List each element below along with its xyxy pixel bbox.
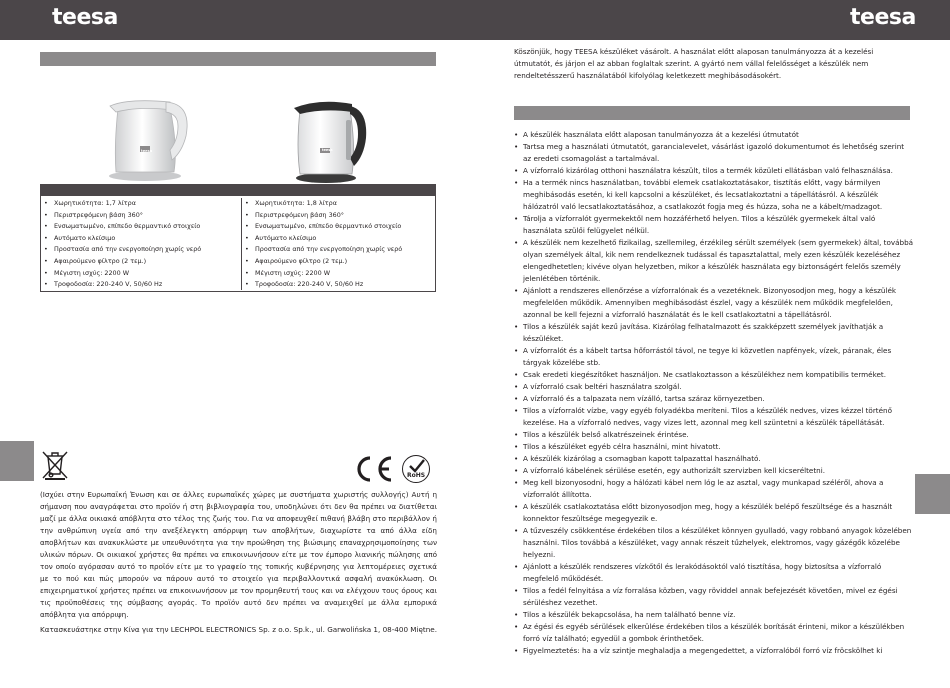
list-item: • A vízforraló kábelének sérülése esetén, egy authorizált szervizben kell kicseréltetni. xyxy=(514,465,914,477)
list-item: • A vízforraló csak beltéri használatra szolgál. xyxy=(514,381,914,393)
rohs-icon xyxy=(402,455,430,483)
spec-item: • Προστασία από την ενεργοποίηση χωρίς νερό xyxy=(245,244,440,256)
teesa-logo-left: teesa xyxy=(52,5,118,30)
spec-item: • Περιστρεφόμενη βάση 360° xyxy=(245,210,440,222)
spec-item: • Τροφοδοσία: 220-240 V, 50/60 Hz xyxy=(245,279,440,291)
left-page-side-tab xyxy=(0,441,34,481)
manufacturer-paragraph: Κατασκευάστηκε στην Κίνα για την LECHPOL ELECTRONICS Sp. z o.o. Sp.k., ul. Garwolińska 1, 08-400 Miętne. xyxy=(40,625,438,634)
spec-item: • Αφαιρούμενο φίλτρο (2 τεμ.) xyxy=(245,256,440,268)
spec-item: • Ενσωματωμένο, επίπεδο θερμαντικό στοιχείο xyxy=(245,221,440,233)
kettle-brand-label-2: teesa xyxy=(322,148,333,152)
spec-item: • Τροφοδοσία: 220-240 V, 50/60 Hz xyxy=(44,279,239,291)
spec-item: • Χωρητικότητα: 1,7 λίτρα xyxy=(44,198,239,210)
kettle-image-white xyxy=(100,86,195,182)
list-item: • Tilos a készülék saját kezű javítása. Kizárólag felhatalmazott és szakképzett személyek javíthatják a készüléket. xyxy=(514,321,914,345)
page-header xyxy=(0,0,950,40)
spec-item: • Ενσωματωμένο, επίπεδο θερμαντικό στοιχείο xyxy=(44,221,239,233)
spec-item: • Αυτόματο κλείσιμο xyxy=(245,233,440,245)
spec-item: • Μέγιστη ισχύς: 2200 W xyxy=(245,268,440,280)
list-item: • A készülék csatlakoztatása előtt bizonyosodjon meg, hogy a készülék belépő feszültsége és a használt konnektor feszültsége megegyezik e. xyxy=(514,501,914,525)
list-item: • Ajánlott a készülék rendszeres vízkőtől és lerakódásoktól való tisztítása, hogy biztosítsa a vízforraló megfelelő működését. xyxy=(514,561,914,585)
left-section-bar xyxy=(40,52,436,66)
list-item: • Tilos a készülék belső alkatrészeinek érintése. xyxy=(514,429,914,441)
spec-item: • Μέγιστη ισχύς: 2200 W xyxy=(44,268,239,280)
spec-item: • Αυτόματο κλείσιμο xyxy=(44,233,239,245)
spec-item: • Περιστρεφόμενη βάση 360° xyxy=(44,210,239,222)
list-item: • Meg kell bizonyosodni, hogy a hálózati kábel nem lóg le az asztal, vagy munkapad széléről, ahova a vízforralót állította. xyxy=(514,477,914,501)
rohs-label: RoHS xyxy=(407,472,426,479)
list-item: • Figyelmeztetés: ha a víz szintje meghaladja a megengedettet, a vízforralóból forró víz fröcskölhet ki xyxy=(514,645,914,657)
spec-table-header xyxy=(41,185,435,196)
spec-item: • Χωρητικότητα: 1,8 λίτρα xyxy=(245,198,440,210)
list-item: • A készülék kizárólag a csomagban kapott talpazattal használható. xyxy=(514,453,914,465)
list-item: • Tilos a vízforralót vízbe, vagy egyéb folyadékba meríteni. Tilos a készülék nedves, vizes kézzel történő kezelése. Ha a vízforraló nedves, vagy vizes lett, azonnal meg kell szüntetni a készülék tápellátását. xyxy=(514,405,914,429)
teesa-logo-right: teesa xyxy=(850,5,916,30)
list-item: • Tárolja a vízforralót gyermekektől nem hozzáférhető helyen. Tilos a készülék gyermekek által való használata szülői felügyelet nélkül. xyxy=(514,213,914,237)
spec-column-model-1 xyxy=(44,198,239,291)
right-page-side-tab xyxy=(915,474,950,514)
list-item: • A készülék használata előtt alaposan tanulmányozza át a kezelési útmutatót xyxy=(514,129,914,141)
spec-item: • Προστασία από την ενεργοποίηση χωρίς νερό xyxy=(44,244,239,256)
spec-table xyxy=(40,184,436,292)
list-item: • A készülék nem kezelhető fizikailag, szellemileg, érzékileg sérült személyek (sem gyermekek) által, továbbá olyan személyek által, kik nem rendelkeznek tudással és tapasztalattal, mely ezen készülék kezeléséhez elengedhetetlen; kivéve olyan helyzetben, mikor a készülék használata egy biztonságért felelős személy jelenlétében történik. xyxy=(514,237,914,285)
list-item: • Tilos a fedél felnyitása a víz forralása közben, vagy röviddel annak befejezését követően, mivel ez égési sérüléshez vezethet. xyxy=(514,585,914,609)
safety-list xyxy=(514,129,914,657)
list-item: • Ajánlott a rendszeres ellenőrzése a vízforralónak és a vezetéknek. Bizonyosodjon meg, hogy a készülék megfelelően működik. Amennyiben meghibásodást észlel, vagy a készülék nem működik megfelelően, azonnal be kell fejezni a vízforraló használatát és le kell csatlakoztatni a tápellátásról. xyxy=(514,285,914,321)
list-item: • A tűzveszély csökkentése érdekében tilos a készüléket könnyen gyulladó, vagy robbanó anyagok közelében használni. Tilos továbbá a készüléket, vagy annak részeit tűzhelyek, elektromos, vagy gázégők közelébe helyezni. xyxy=(514,525,914,561)
ce-mark-icon xyxy=(353,455,397,483)
right-section-bar xyxy=(514,106,910,120)
list-item: • Ha a termék nincs használatban, további elemek csatlakoztatásakor, tisztítás előtt, vagy bármilyen meghibásodás esetén, ki kell kapcsolni a készüléket, és lecsatlakoztatni a tápellátásról. A készülék hálózatról való lecsatlakoztatásához, a csatlakozót fogja meg és húzza, soha ne a kábelt/madzagot. xyxy=(514,177,914,213)
list-item: • Tartsa meg a használati útmutatót, garancialevelet, vásárlást igazoló dokumentumot és lehetőség szerint az eredeti csomagolást a tartalmával. xyxy=(514,141,914,165)
kettle-image-black-white xyxy=(290,92,370,184)
intro-paragraph: Köszönjük, hogy TEESA készüléket vásárolt. A használat előtt alaposan tanulmányozza át a kezelési útmutatót, és járjon el az abban foglaltak szerint. A gyártó nem vállal felelősséget a készülék nem rendeltetésszerű használatából kifolyólag keletkezett meghibásodásokért. xyxy=(514,47,874,80)
weee-bin-icon xyxy=(40,448,70,480)
list-item: • Csak eredeti kiegészítőket használjon. Ne csatlakoztasson a készülékhez nem kompatibilis terméket. xyxy=(514,369,914,381)
kettle-brand-label-1: teesa xyxy=(141,149,153,153)
list-item: • Az égési és egyéb sérülések elkerülése érdekében tilos a készülék borítását érinteni, mikor a készülékben forró víz található; egyedül a gombok érinthetőek. xyxy=(514,621,914,645)
list-item: • A vízforraló és a talpazata nem vízálló, tartsa száraz környezetben. xyxy=(514,393,914,405)
list-item: • Tilos a készüléket egyéb célra használni, mint hivatott. xyxy=(514,441,914,453)
list-item: • A vízforralót és a kábelt tartsa hőforrástól távol, ne tegye ki közvetlen napfények, vízek, páranak, éles tárgyak közelébe stb. xyxy=(514,345,914,369)
spec-item: • Αφαιρούμενο φίλτρο (2 τεμ.) xyxy=(44,256,239,268)
disposal-paragraph: (Ισχύει στην Ευρωπαϊκή Ένωση και σε άλλες ευρωπαϊκές χώρες με συστήματα χωριστής συλλογής) Αυτή η σήμανση που αναγράφεται στο προϊόν ή στη βιβλιογραφία του, υποδηλώνει ότι δεν θα πρέπει να διατίθεται μαζί με άλλα οικιακά απόβλητα στο τέλος της ζωής του. Για να αποφευχθεί πιθανή βλάβη στο περιβάλλον ή την ανθρώπινη υγεία από την ανεξέλεγκτη απόρριψη των αποβλήτων, διαχωρίστε τα από άλλα είδη αποβλήτων και ανακυκλώστε με υπευθυνότητα για την προώθηση της βιώσιμης επαναχρησιμοποίησης των υλικών πόρων. Οι οικιακοί χρήστες θα πρέπει να επικοινωνήσουν είτε με τον έμπορο λιανικής πώλησης από τον οποίο αγόρασαν αυτό το προϊόν είτε με το γραφείο της τοπικής κυβέρνησης για λεπτομέρειες σχετικά με το πού και πώς μπορούν να πάρουν αυτό το στοιχείο για περιβαλλοντικά ασφαλή ανακύκλωση. Οι επιχειρηματικοί χρήστες πρέπει να επικοινωνήσουν με τον προμηθευτή τους και να ελέγχουν τους όρους και τις προϋποθέσεις της σύμβασης αγοράς. Το προϊόν αυτό δεν πρέπει να αναμειχθεί με άλλα εμπορικά απόβλητα για απόρριψη. xyxy=(40,490,437,619)
list-item: • A vízforraló kizárólag otthoni használatra készült, tilos a termék közületi ellátásban való felhasználása. xyxy=(514,165,914,177)
list-item: • Tilos a készülék bekapcsolása, ha nem található benne víz. xyxy=(514,609,914,621)
spec-column-model-2 xyxy=(241,198,440,290)
